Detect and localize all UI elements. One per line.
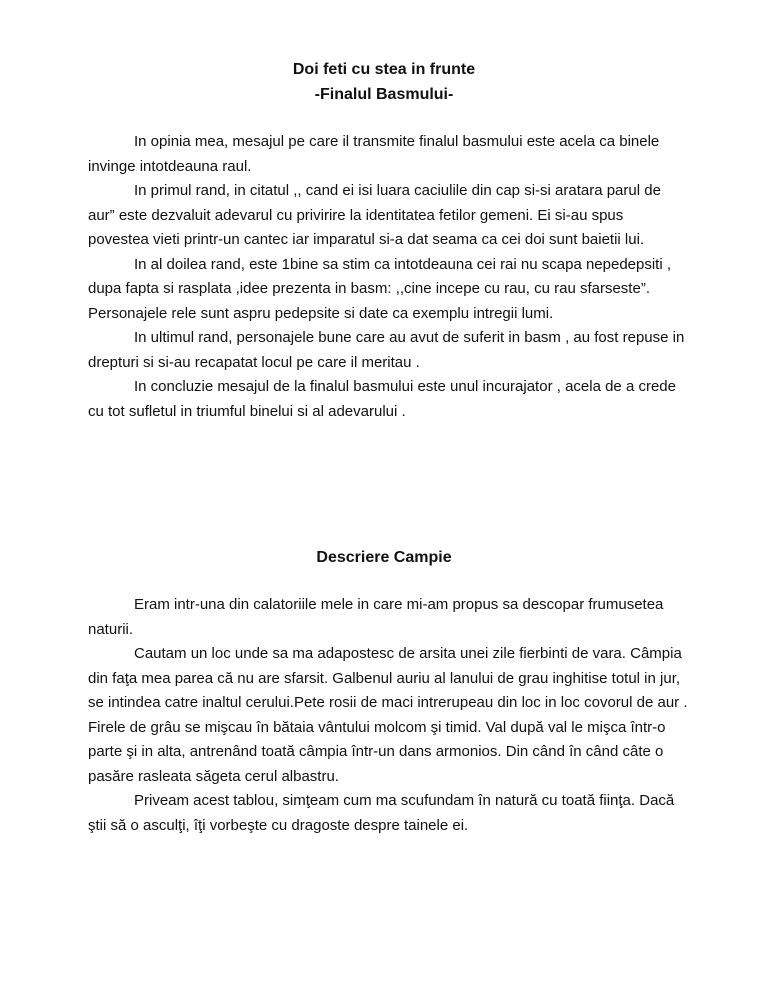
section2-heading <box>0 545 768 570</box>
section2-title: Descriere Campie <box>316 549 452 566</box>
section2-body <box>88 593 688 838</box>
section1-title: Doi feti cu stea in frunte <box>292 61 476 78</box>
section1-paragraph: In primul rand, in citatul ,, cand ei isi luara caciulile din cap si-si aratara parul de aur” este dezvaluit adevarul cu privirire la identitatea fetilor gemeni. Ei si-au spus povestea vieti printr-un cantec iar imparatul si-a dat seama ca cei doi sunt baietii lui. <box>88 182 661 248</box>
section2-paragraph: Priveam acest tablou, simţeam cum ma scufundam în natură cu toată fiinţa. Dacă ştii să o asculţi, îţi vorbeşte cu dragoste despre tainele ei. <box>88 792 675 834</box>
section2-paragraph: Eram intr-una din calatoriile mele in care mi-am propus sa descopar frumusetea naturii. <box>88 596 664 638</box>
section1-paragraph: In al doilea rand, este 1bine sa stim ca intotdeauna cei rai nu scapa nepedepsiti , dupa fapta si rasplata ,idee prezenta in basm: ,,cine incepe cu rau, cu rau sfarseste”. Personajele rele sunt aspru pedepsite si date ca exemplu intregii lumi. <box>88 255 672 322</box>
section1-body <box>88 130 688 424</box>
section1-heading <box>0 57 768 107</box>
section2-paragraph: Cautam un loc unde sa ma adapostesc de arsita unei zile fierbinti de vara. Câmpia din faţa mea parea că nu are sfarsit. Galbenul auriu al lanului de grau inghitise totul in jur, se intindea catre inaltul cerului.Pete rosii de maci intrerupeau din loc in loc covorul de aur . Firele de grâu se mişcau în bătaia vântului molcom şi timid. Val după val le mişca într-o parte şi in alta, antrenând toată câmpia într-un dans armonios. Din când în când câte o pasăre rasleata săgeta cerul albastru. <box>88 645 688 785</box>
section1-paragraph: In concluzie mesajul de la finalul basmului este unul incurajator , acela de a crede cu tot sufletul in triumful binelui si al adevarului . <box>88 378 676 420</box>
section1-paragraph: In ultimul rand, personajele bune care au avut de suferit in basm , au fost repuse in drepturi si si-au recapatat locul pe care il meritau . <box>88 329 685 371</box>
section1-subtitle: -Finalul Basmului- <box>314 86 454 103</box>
section1-paragraph: In opinia mea, mesajul pe care il transmite finalul basmului este acela ca binele invinge intotdeauna raul. <box>88 133 660 175</box>
